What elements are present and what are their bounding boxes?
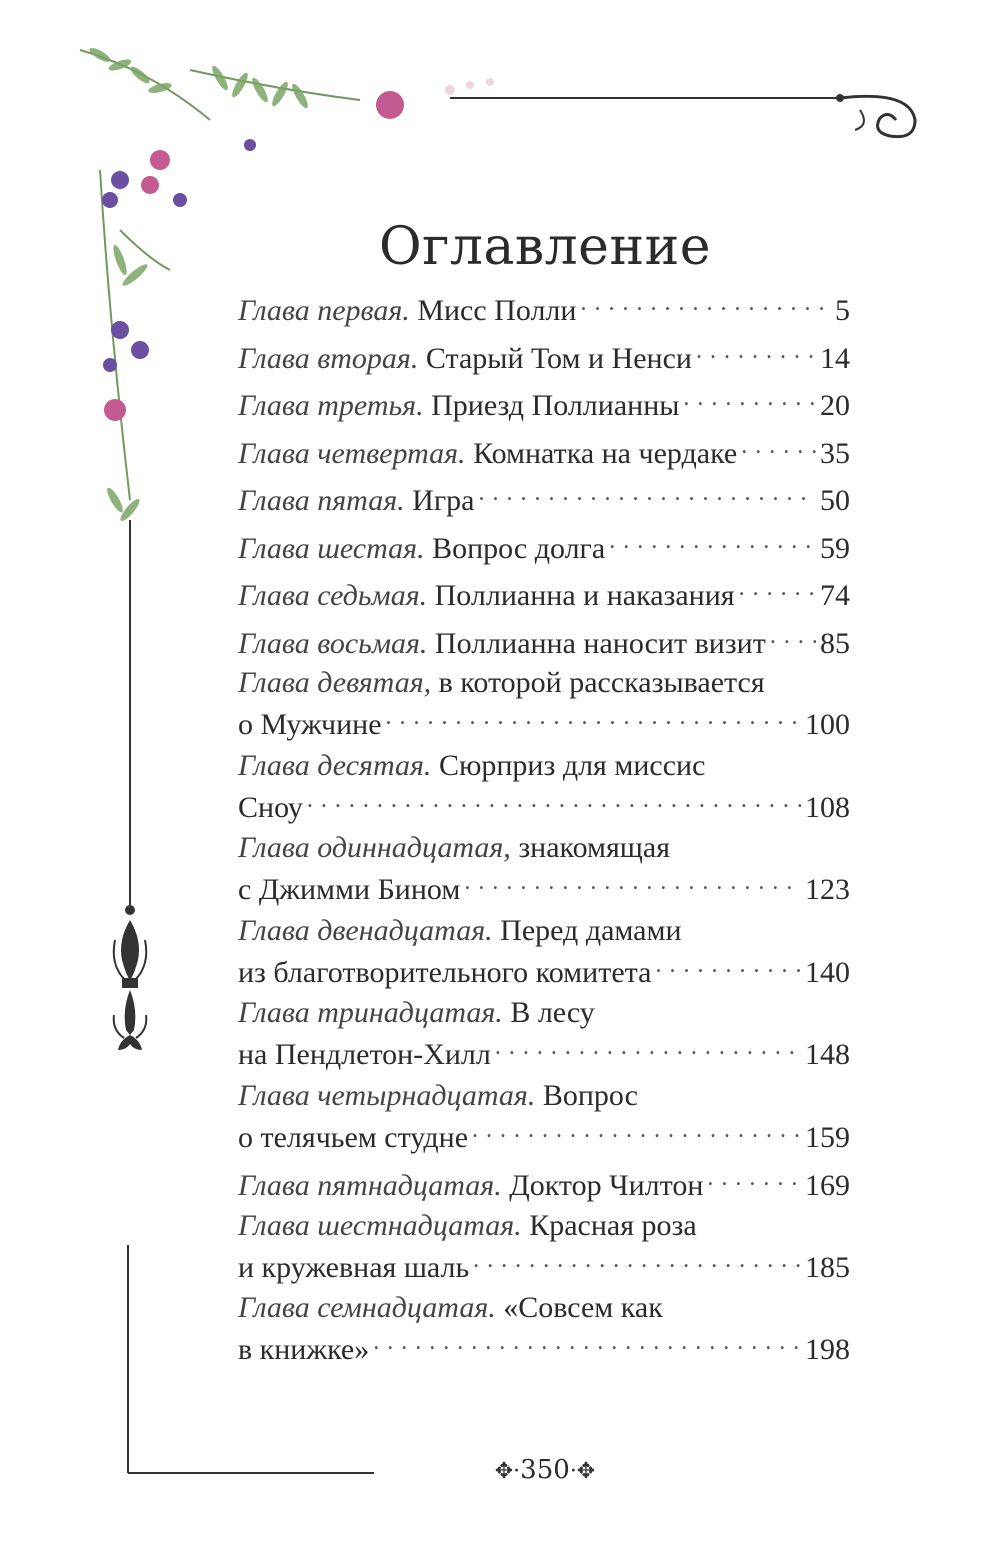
toc-entry [238,749,850,832]
chapter-label: Глава тринадцатая. [238,996,503,1029]
toc-entry [238,1209,850,1292]
toc-entry-line [238,1079,850,1113]
chapter-title: «Совсем как [503,1291,663,1324]
page-number: 14 [820,341,850,375]
toc-entry [238,1291,850,1374]
page-number: 185 [805,1250,850,1284]
chapter-label: Глава первая. [238,294,410,327]
toc-entry [238,524,850,572]
page-number: 169 [805,1169,850,1202]
toc-entry-line [238,571,850,612]
toc-entry [238,334,850,382]
page-number: 35 [820,436,850,470]
chapter-label: Глава пятнадцатая. [238,1169,502,1202]
folio-right-ornament-icon: ·✥ [569,1459,596,1484]
chapter-label: Глава девятая, [238,666,432,699]
page-number-folio [0,1455,1000,1485]
page-number: 50 [820,484,850,517]
toc-entry [238,666,850,749]
dot-leader [307,783,801,817]
toc-entry-line [238,700,850,741]
page-number: 108 [805,790,850,824]
chapter-title: Сюрприз для миссис [438,748,706,782]
toc-entry-line [238,783,850,824]
dot-leader [741,429,816,463]
dot-leader [473,1243,801,1277]
chapter-label: Глава семнадцатая. [238,1291,496,1324]
toc-entry [238,286,850,334]
chapter-title: о Мужчине [238,708,382,741]
dot-leader [609,524,816,558]
chapter-title: Красная роза [529,1208,697,1242]
left-vertical-ornament [100,520,160,1080]
toc-entry-line [238,619,850,660]
page-number: 148 [805,1038,850,1071]
chapter-title: Сноу [238,790,303,824]
toc-entry-line [238,476,850,517]
chapter-title: и кружевная шаль [238,1250,470,1284]
page-number: 123 [805,873,850,906]
toc-entry-line [238,1291,850,1325]
toc-entry [238,1161,850,1209]
toc-entry-line [238,948,850,989]
toc-entry [238,429,850,477]
dot-leader [495,1030,801,1064]
toc-entry [238,571,850,619]
dot-leader [478,476,816,510]
chapter-title: Поллианна наносит визит [434,626,766,660]
toc-entry-line [238,286,850,327]
chapter-title: В лесу [510,996,595,1029]
dot-leader [373,1325,801,1359]
chapter-label: Глава третья. [238,389,424,422]
toc-entry-line [238,524,850,565]
chapter-title: Перед дамами [500,913,682,947]
chapter-title: из благотворительного комитета [238,955,652,989]
toc-entry-line [238,749,850,783]
chapter-title: Приезд Поллианны [431,389,680,422]
chapter-title: Поллианна и наказания [434,579,735,612]
toc-entry-line [238,996,850,1030]
chapter-label: Глава восьмая. [238,626,428,660]
chapter-label: Глава четырнадцатая. [238,1078,536,1112]
page-number: 140 [805,955,850,989]
dot-leader [655,948,801,982]
chapter-title: Вопрос [542,1078,638,1112]
toc-entry [238,476,850,524]
chapter-label: Глава седьмая. [238,579,428,612]
chapter-title: Старый Том и Ненси [425,341,692,375]
dot-leader [739,571,816,605]
toc-entry-line [238,1243,850,1284]
toc-entry [238,1079,850,1162]
chapter-title: в которой рассказывается [438,666,765,699]
toc-entry-line [238,1325,850,1366]
chapter-title: с Джимми Бином [238,873,461,906]
toc-entry [238,914,850,997]
page-number: 59 [820,531,850,565]
page-number: 85 [820,626,850,660]
toc-entry-line [238,429,850,470]
toc-entry [238,619,850,667]
table-of-contents [238,286,850,1374]
dot-leader [707,1161,801,1195]
chapter-title: в книжке» [238,1333,370,1366]
chapter-label: Глава одиннадцатая, [238,831,511,864]
dot-leader [580,286,831,320]
toc-entry-line [238,1030,850,1071]
folio-left-ornament-icon: ✥· [494,1459,521,1484]
chapter-title: на Пендлетон-Хилл [238,1038,491,1071]
toc-entry [238,996,850,1079]
chapter-label: Глава шестая. [238,531,425,565]
toc-entry-line [238,666,850,700]
dot-leader [696,334,816,368]
page-number: 20 [820,389,850,422]
toc-entry-line [238,831,850,865]
dot-leader [386,700,801,734]
page-number: 100 [805,708,850,741]
toc-entry-line [238,334,850,375]
dot-leader [683,381,816,415]
page-number: 5 [835,294,850,327]
chapter-title: Доктор Чилтон [509,1169,704,1202]
toc-entry-line [238,1161,850,1202]
page-number: 159 [805,1120,850,1154]
chapter-title: о телячьем студне [238,1120,469,1154]
toc-entry-line [238,865,850,906]
toc-entry-line [238,914,850,948]
top-ornament-rule [440,70,930,150]
chapter-label: Глава двенадцатая. [238,913,493,947]
page-number: 74 [820,579,850,612]
folio-number: 350 [520,1455,570,1485]
chapter-label: Глава вторая. [238,341,419,375]
dot-leader [770,619,816,653]
chapter-title: Игра [412,484,475,517]
dot-leader [464,865,801,899]
page-title: Оглавление [378,216,712,277]
toc-entry-line [238,1209,850,1243]
toc-entry [238,831,850,914]
chapter-title: Комнатка на чердаке [473,436,738,470]
dot-leader [472,1113,801,1147]
toc-entry [238,381,850,429]
chapter-label: Глава четвертая. [238,436,466,470]
chapter-label: Глава пятая. [238,484,405,517]
page-number: 198 [805,1333,850,1366]
chapter-title: Мисс Полли [417,294,577,327]
toc-entry-line [238,381,850,422]
chapter-title: Вопрос долга [432,531,606,565]
chapter-title: знакомящая [518,831,671,864]
chapter-label: Глава шестнадцатая. [238,1208,522,1242]
chapter-label: Глава десятая. [238,748,432,782]
toc-entry-line [238,1113,850,1154]
